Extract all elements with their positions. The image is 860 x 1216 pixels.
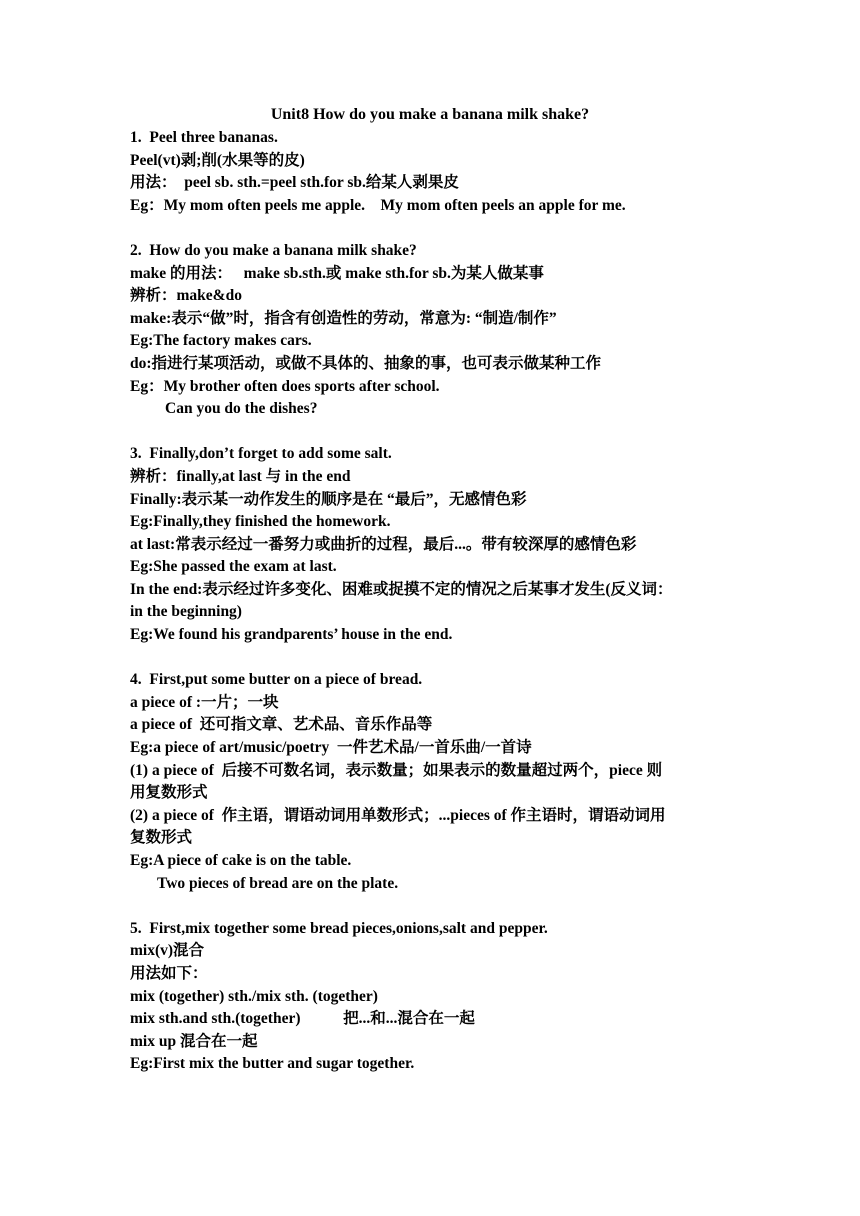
section-4-line: 用复数形式 [130,784,208,802]
section-2-line: make 的用法： make sb.sth.或 make sth.for sb.为某人做某事 [130,264,544,282]
section-5-line: Eg:First mix the butter and sugar together. [130,1055,415,1073]
section-5-line: mix up 混合在一起 [130,1032,258,1050]
section-2-line: do:指进行某项活动，或做不具体的、抽象的事，也可表示做某种工作 [130,354,602,372]
section-1-line: Peel(vt)剥;削(水果等的皮) [130,151,305,169]
section-2-line: Eg:The factory makes cars. [130,332,312,350]
section-1-line: 用法： peel sb. sth.=peel sth.for sb.给某人剥果皮 [130,174,459,192]
section-4-line: Eg:A piece of cake is on the table. [130,852,352,869]
section-4-line: (1) a piece of 后接不可数名词，表示数量；如果表示的数量超过两个，piece 则 [130,761,663,779]
section-4-line: a piece of :一片；一块 [130,693,279,711]
blank-line [130,217,742,240]
section-5-line: mix(v)混合 [130,942,205,960]
blank-line [130,421,742,444]
section-5-line: 用法如下： [130,964,208,982]
section-1-heading: 1. Peel three bananas. [130,129,278,146]
section-1-line: Eg：My mom often peels me apple. My mom often peels an apple for me. [130,196,626,214]
section-5-line: mix sth.and sth.(together) 把...和...混合在一起 [130,1010,475,1028]
section-2-line: Can you do the dishes? [165,400,318,418]
section-2-line: 辨析：make&do [130,287,242,305]
section-4-line: Eg:a piece of art/music/poetry 一件艺术品/一首乐曲/一首诗 [130,739,532,757]
section-3-line: Finally:表示某一动作发生的顺序是在 “最后”，无感情色彩 [130,490,527,508]
section-3-line: Eg:We found his grandparents’ house in the end. [130,626,453,644]
section-2-line: make:表示“做”时，指含有创造性的劳动，常意为: “制造/制作” [130,309,557,327]
blank-line [130,895,742,918]
section-3-line: Eg:Finally,they finished the homework. [130,513,391,531]
section-2-heading: 2. How do you make a banana milk shake? [130,241,417,259]
section-3-line: 辨析：finally,at last 与 in the end [130,467,351,485]
page-title: Unit8 How do you make a banana milk shake? [270,106,590,123]
section-4-line: 复数形式 [130,829,193,847]
blank-line [130,647,742,670]
section-4-heading: 4. First,put some butter on a piece of bread. [130,671,423,689]
section-3-line: at last:常表示经过一番努力或曲折的过程，最后...。带有较深厚的感情色彩 [130,535,637,553]
section-5-heading: 5. First,mix together some bread pieces,onions,salt and pepper. [130,919,548,937]
section-3-line: in the beginning) [130,603,242,621]
section-3-line: Eg:She passed the exam at last. [130,558,337,576]
section-5-line: mix (together) sth./mix sth. (together) [130,987,378,1005]
section-3-heading: 3. Finally,don’t forget to add some salt. [130,445,392,463]
document-body [130,127,742,1076]
section-3-line: In the end:表示经过许多变化、困难或捉摸不定的情况之后某事才发生(反义词： [130,580,673,598]
section-4-line: a piece of 还可指文章、艺术品、音乐作品等 [130,716,433,734]
section-2-line: Eg：My brother often does sports after school. [130,377,440,395]
section-4-line: (2) a piece of 作主语，谓语动词用单数形式；...pieces of 作主语时，谓语动词用 [130,806,666,824]
section-4-line: Two pieces of bread are on the plate. [157,874,399,892]
